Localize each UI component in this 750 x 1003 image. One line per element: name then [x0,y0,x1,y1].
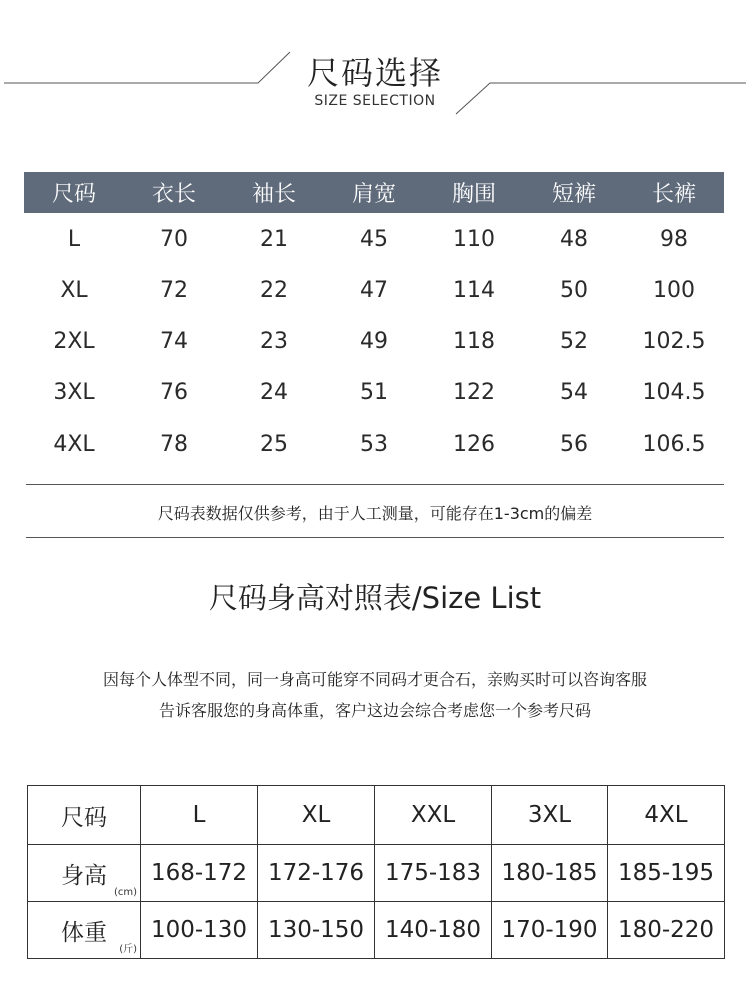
measurement-note: 尺码表数据仅供参考，由于人工测量，可能存在1-3cm的偏差 [157,504,593,523]
table-cell: 122 [453,380,495,406]
height-cell: 185-195 [608,845,725,902]
header-cell: 胸围 [424,172,524,213]
table-cell: 51 [360,380,388,406]
table-cell: 78 [160,431,188,457]
weight-label: 体重 [61,919,107,946]
table-cell: L [67,226,81,252]
table-cell: 21 [260,226,288,252]
header-cell: 肩宽 [324,172,424,213]
table-cell: 126 [453,431,495,457]
table-row [24,213,724,265]
weight-cell: 140-180 [375,902,492,959]
row-label-weight [28,902,141,959]
table-cell: 76 [160,380,188,406]
size-chart-table [24,172,724,470]
height-weight-table [27,785,725,959]
table-row [24,419,724,470]
table-cell: 106.5 [642,431,706,457]
table-cell: 45 [360,226,388,252]
header-cell: 短裤 [524,172,624,213]
size-cell: L [141,786,258,845]
table-cell: 24 [260,380,288,406]
table-cell: 110 [453,226,495,252]
weight-cell: 130-150 [258,902,375,959]
height-cell: 180-185 [492,845,608,902]
row-label-height [28,845,141,902]
section-header [0,0,750,130]
table-row [24,367,724,418]
size-cell: 3XL [492,786,608,845]
table-row [24,265,724,316]
table-cell: 56 [560,431,588,457]
divider [26,537,724,538]
table-cell: 104.5 [642,380,706,406]
divider [26,484,724,485]
description-line: 因每个人体型不同，同一身高可能穿不同码才更合石，亲购买时可以咨询客服 [102,670,647,689]
table-cell: 102.5 [642,329,706,355]
size-cell: 4XL [608,786,725,845]
height-cell: 172-176 [258,845,375,902]
table-cell: 49 [360,329,388,355]
table-cell: 3XL [53,380,95,406]
table-cell: 72 [160,278,188,304]
weight-row [28,902,725,959]
table-cell: 54 [560,380,588,406]
size-cell: XXL [375,786,492,845]
table-cell: 118 [453,329,495,355]
table-cell: 2XL [53,329,95,355]
weight-cell: 170-190 [492,902,608,959]
description-line: 告诉客服您的身高体重，客户这边会综合考虑您一个参考尺码 [158,701,591,720]
section-title: 尺码身高对照表/Size List [208,581,542,615]
table-cell: 74 [160,329,188,355]
table-cell: 4XL [53,431,95,457]
weight-unit: (斤) [119,944,137,955]
table-cell: 47 [360,278,388,304]
table-cell: 22 [260,278,288,304]
table-cell: 114 [453,278,495,304]
table-cell: 98 [660,226,688,252]
row-label-size: 尺码 [28,786,141,845]
header-cell: 衣长 [124,172,224,213]
table-cell: 25 [260,431,288,457]
table-cell: 48 [560,226,588,252]
size-cell: XL [258,786,375,845]
size-chart-header-row [24,172,724,213]
table-cell: 100 [653,278,695,304]
page-title: 尺码选择 [306,54,443,92]
table-cell: 52 [560,329,588,355]
header-cell: 长裤 [624,172,724,213]
weight-cell: 180-220 [608,902,725,959]
table-cell: 70 [160,226,188,252]
table-cell: 50 [560,278,588,304]
table-cell: 53 [360,431,388,457]
size-row [28,786,725,845]
table-row [24,316,724,367]
weight-cell: 100-130 [141,902,258,959]
table-cell: XL [60,278,88,304]
header-cell: 尺码 [24,172,124,213]
height-row [28,845,725,902]
header-cell: 袖长 [224,172,324,213]
height-label: 身高 [61,862,107,889]
page-subtitle: SIZE SELECTION [314,93,436,109]
height-cell: 168-172 [141,845,258,902]
height-cell: 175-183 [375,845,492,902]
height-unit: (cm) [113,887,137,898]
table-cell: 23 [260,329,288,355]
